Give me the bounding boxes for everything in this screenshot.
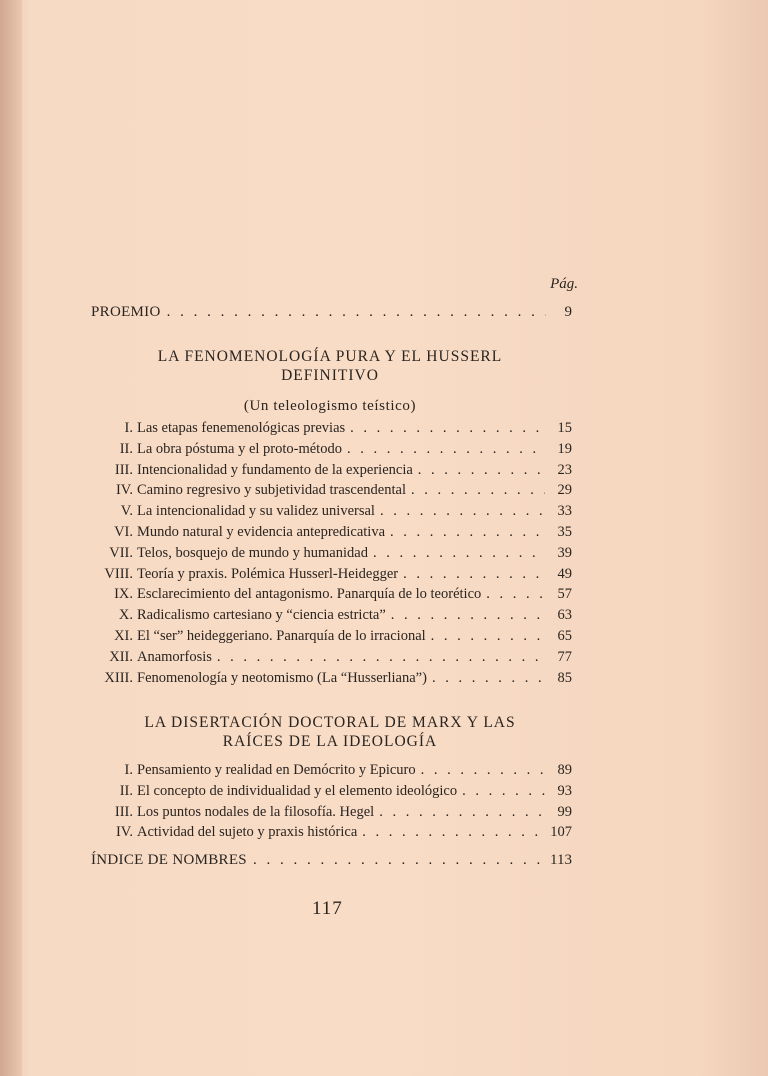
- chapter-page: 19: [557, 440, 572, 457]
- chapter-page: 65: [557, 627, 572, 644]
- chapter-page: 29: [557, 482, 572, 499]
- chapter-page: 33: [557, 503, 572, 520]
- chapter-page: 15: [557, 420, 572, 436]
- dot-leader: [486, 586, 545, 603]
- chapter-entry: [91, 628, 572, 649]
- chapter-number: XI.: [114, 627, 133, 644]
- chapter-page: 89: [557, 762, 572, 778]
- chapter-number: I.: [124, 762, 133, 778]
- chapter-page: 39: [557, 544, 572, 561]
- chapter-number: V.: [120, 503, 133, 520]
- chapter-entry: [91, 649, 572, 670]
- chapter-entry: [91, 824, 572, 845]
- chapter-page: 23: [557, 461, 572, 478]
- chapter-entry: [91, 441, 572, 462]
- dot-leader: [411, 482, 545, 499]
- chapter-entry: [91, 804, 572, 825]
- dot-leader: [462, 783, 545, 800]
- toc-entry-proemio: [91, 304, 572, 321]
- dot-leader: [347, 441, 545, 458]
- chapter-number: VI.: [114, 523, 133, 540]
- dot-leader: [217, 649, 545, 666]
- chapter-number: XII.: [109, 648, 133, 665]
- chapter-page: 107: [550, 824, 572, 841]
- entry-label: PROEMIO: [91, 304, 161, 320]
- chapter-number: X.: [118, 607, 133, 624]
- chapter-title: La intencionalidad y su validez universal: [137, 503, 375, 520]
- chapter-page: 49: [557, 565, 572, 582]
- chapter-entry: [91, 420, 572, 441]
- dot-leader: [421, 762, 545, 779]
- page-column-heading: Pág.: [550, 276, 578, 292]
- chapter-title: Teoría y praxis. Polémica Husserl-Heidegger: [137, 565, 399, 582]
- dot-leader: [431, 628, 545, 645]
- chapter-entry: [91, 566, 572, 587]
- chapter-number: II.: [119, 440, 133, 457]
- chapter-number: XIII.: [104, 669, 133, 686]
- part2-title-line2: RAÍCES DE LA IDEOLOGÍA: [222, 733, 438, 750]
- chapter-page: 93: [557, 782, 572, 799]
- chapter-entry: [91, 462, 572, 483]
- chapter-title: La obra póstuma y el proto-método: [137, 440, 342, 457]
- chapter-number: VII.: [109, 544, 133, 561]
- chapter-title: Fenomenología y neotomismo (La “Husserliana”): [137, 669, 427, 686]
- entry-label: ÍNDICE DE NOMBRES: [91, 852, 247, 868]
- chapter-page: 35: [557, 523, 572, 540]
- chapter-entry: [91, 762, 572, 783]
- chapter-title: Esclarecimiento del antagonismo. Panarquía de lo teorético: [137, 586, 482, 603]
- dot-leader: [391, 607, 545, 624]
- entry-page: 9: [564, 304, 572, 320]
- chapter-title: Pensamiento y realidad en Demócrito y Epicuro: [137, 762, 416, 778]
- dot-leader: [350, 420, 545, 437]
- dot-leader: [418, 462, 545, 479]
- chapter-entry: [91, 482, 572, 503]
- part2-title-line1: LA DISERTACIÓN DOCTORAL DE MARX Y LAS: [144, 714, 516, 731]
- chapter-number: VIII.: [104, 565, 133, 582]
- dot-leader: [403, 566, 545, 583]
- toc-entry-index: [91, 852, 572, 869]
- part1-subtitle: (Un teleologismo teístico): [243, 398, 417, 414]
- chapter-number: I.: [124, 420, 133, 436]
- book-spine-shadow: [0, 0, 22, 1076]
- chapter-number: IX.: [114, 586, 133, 603]
- chapter-title: Mundo natural y evidencia antepredicativa: [137, 523, 386, 540]
- chapter-number: III.: [114, 803, 133, 820]
- part2-chapter-list: [91, 762, 572, 845]
- chapter-number: IV.: [115, 824, 133, 841]
- chapter-page: 57: [557, 586, 572, 603]
- chapter-entry: [91, 586, 572, 607]
- chapter-title: Telos, bosquejo de mundo y humanidad: [137, 544, 368, 561]
- chapter-entry: [91, 545, 572, 566]
- chapter-page: 85: [557, 669, 572, 686]
- chapter-entry: [91, 607, 572, 628]
- chapter-title: Radicalismo cartesiano y “ciencia estricta”: [137, 607, 386, 624]
- dot-leader: [432, 670, 545, 687]
- dot-leader: [362, 824, 545, 841]
- chapter-title: Anamorfosis: [137, 648, 212, 665]
- chapter-title: Actividad del sujeto y praxis histórica: [137, 824, 358, 841]
- chapter-title: Intencionalidad y fundamento de la experiencia: [137, 461, 413, 478]
- chapter-page: 77: [557, 648, 572, 665]
- dot-leader: [379, 804, 545, 821]
- chapter-entry: [91, 524, 572, 545]
- dot-leader: [380, 503, 545, 520]
- part1-chapter-list: [91, 420, 572, 690]
- chapter-number: II.: [119, 782, 133, 799]
- chapter-page: 63: [557, 607, 572, 624]
- chapter-title: Los puntos nodales de la filosofía. Hegel: [137, 803, 375, 820]
- chapter-title: El “ser” heideggeriano. Panarquía de lo irracional: [137, 627, 426, 644]
- chapter-number: III.: [114, 461, 133, 478]
- dot-leader: [373, 545, 545, 562]
- chapter-title: Camino regresivo y subjetividad trascendental: [137, 482, 406, 499]
- dot-leader: [167, 304, 546, 321]
- dot-leader: [390, 524, 545, 541]
- page-number: 117: [312, 898, 343, 919]
- part1-title-line2: DEFINITIVO: [281, 367, 379, 384]
- entry-page: 113: [550, 852, 572, 868]
- chapter-title: El concepto de individualidad y el elemento ideológico: [137, 782, 458, 799]
- chapter-entry: [91, 783, 572, 804]
- part1-title: [120, 347, 540, 385]
- part2-title: [120, 713, 540, 751]
- dot-leader: [253, 852, 544, 869]
- chapter-entry: [91, 503, 572, 524]
- chapter-page: 99: [557, 803, 572, 820]
- chapter-title: Las etapas fenemenológicas previas: [137, 420, 346, 436]
- chapter-entry: [91, 670, 572, 691]
- chapter-number: IV.: [115, 482, 133, 499]
- part1-title-line1: LA FENOMENOLOGÍA PURA Y EL HUSSERL: [157, 348, 503, 365]
